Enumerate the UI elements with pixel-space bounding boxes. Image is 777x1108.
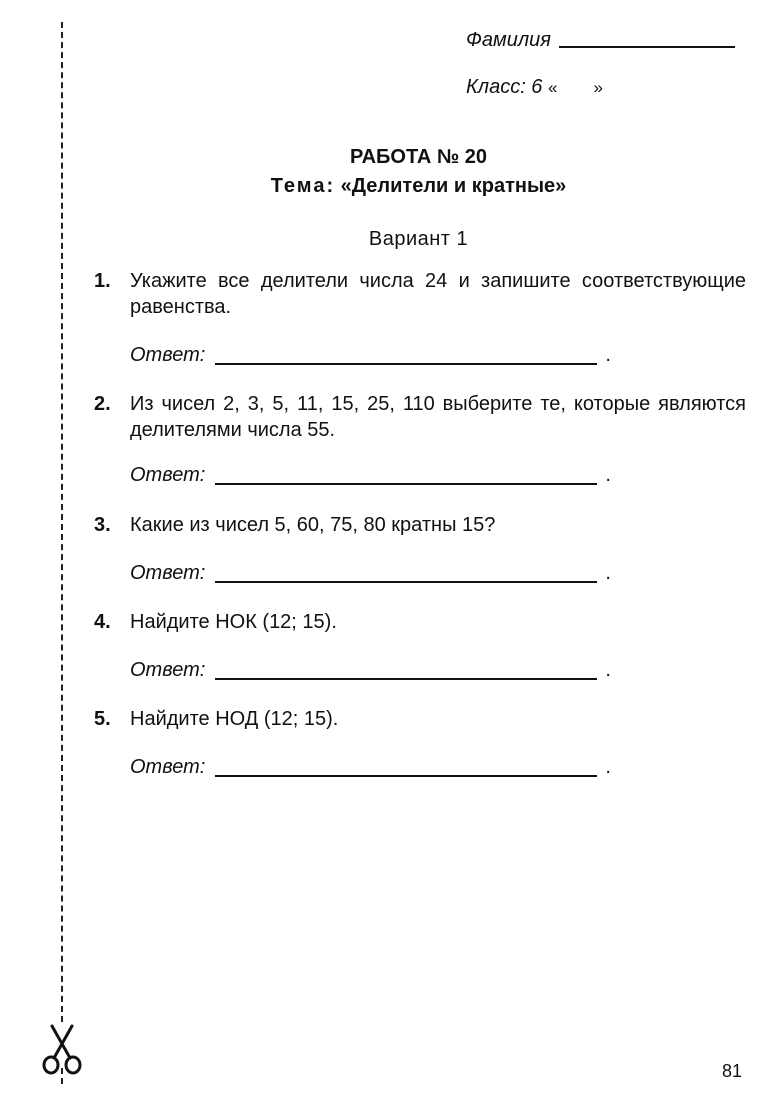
- surname-field: [466, 29, 735, 52]
- task-2: [94, 391, 746, 443]
- task-4: [94, 609, 746, 635]
- answer-end: .: [605, 756, 611, 778]
- answer-row-5: [130, 756, 611, 779]
- task-text: Из чисел 2, 3, 5, 11, 15, 25, 110 выберите те, которые являются делителями числа 55.: [130, 393, 746, 441]
- answer-label: Ответ:: [130, 659, 206, 681]
- answer-label: Ответ:: [130, 756, 206, 778]
- task-number: 5.: [94, 708, 111, 730]
- answer-row-2: [130, 464, 611, 487]
- answer-field-2[interactable]: [215, 483, 597, 485]
- task-number: 4.: [94, 611, 111, 633]
- task-number: 3.: [94, 514, 111, 536]
- variant-heading: Вариант 1: [368, 228, 469, 250]
- task-number: 1.: [94, 270, 111, 292]
- answer-label: Ответ:: [130, 344, 206, 366]
- answer-end: .: [605, 659, 611, 681]
- surname-label: Фамилия: [466, 29, 551, 51]
- answer-field-4[interactable]: [215, 678, 597, 680]
- answer-label: Ответ:: [130, 464, 206, 486]
- task-text: Какие из чисел 5, 60, 75, 80 кратны 15?: [130, 514, 496, 536]
- answer-row-4: [130, 659, 611, 682]
- task-text: Найдите НОД (12; 15).: [130, 708, 339, 730]
- answer-end: .: [605, 464, 611, 486]
- answer-row-3: [130, 562, 611, 585]
- page-number: 81: [722, 1061, 743, 1081]
- topic-label: Тема:: [270, 175, 336, 197]
- task-3: [94, 512, 746, 538]
- task-5: [94, 706, 746, 732]
- task-number: 2.: [94, 393, 111, 415]
- class-open-quote: «: [548, 78, 558, 97]
- topic-title: [60, 175, 777, 198]
- task-text: Найдите НОК (12; 15).: [130, 611, 337, 633]
- answer-end: .: [605, 562, 611, 584]
- surname-blank-line: [559, 46, 735, 48]
- answer-field-3[interactable]: [215, 581, 597, 583]
- answer-field-5[interactable]: [215, 775, 597, 777]
- answer-row-1: [130, 344, 611, 367]
- answer-label: Ответ:: [130, 562, 206, 584]
- work-title: РАБОТА № 20: [349, 146, 487, 168]
- topic-text: «Делители и кратные»: [340, 175, 567, 197]
- answer-field-1[interactable]: [215, 363, 597, 365]
- class-close-quote: »: [593, 78, 603, 97]
- cut-line-tail: [61, 1068, 63, 1084]
- class-field: [466, 76, 603, 99]
- task-1: [94, 268, 746, 320]
- task-text: Укажите все делители числа 24 и запишите соответствующие равенства.: [130, 270, 746, 318]
- answer-end: .: [605, 344, 611, 366]
- class-label: Класс: 6: [466, 76, 543, 98]
- cut-line: [61, 22, 63, 1022]
